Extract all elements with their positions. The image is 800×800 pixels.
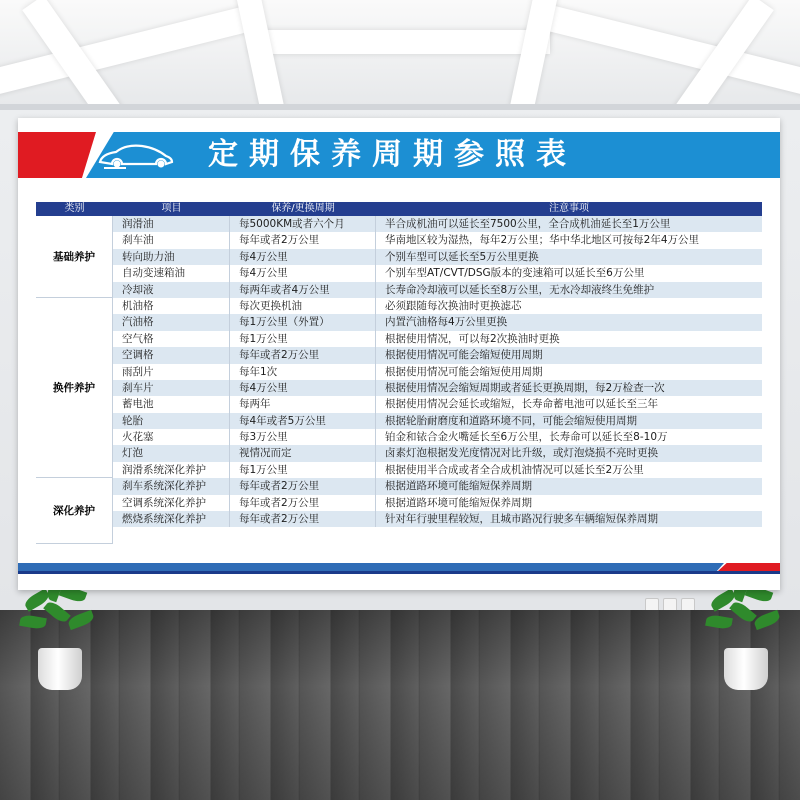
table-row	[36, 347, 762, 363]
item-cell: 冷却液	[113, 282, 230, 298]
note-cell: 根据轮胎耐磨度和道路环境不同，可能会缩短使用周期	[385, 414, 637, 427]
item-cell: 空调系统深化养护	[113, 495, 230, 511]
table-row	[36, 413, 762, 429]
cycle-cell: 每1万公里	[230, 462, 376, 478]
board-title: 定期保养周期参照表	[208, 137, 577, 172]
item-cell: 火花塞	[113, 429, 230, 445]
note-cell: 根据使用情况会延长或缩短，长寿命蓄电池可以延长至三年	[385, 398, 658, 411]
cycle-cell: 每两年	[230, 396, 376, 412]
cycle-cell: 每次更换机油	[230, 298, 376, 314]
ceiling-beam	[506, 0, 559, 110]
item-cell: 轮胎	[113, 413, 230, 429]
item-cell: 汽油格	[113, 314, 230, 330]
cycle-cell: 每4万公里	[230, 249, 376, 265]
header-item: 项目	[161, 203, 182, 214]
cycle-cell: 每4万公里	[230, 380, 376, 396]
table-row	[36, 314, 762, 330]
table-row	[36, 495, 762, 511]
ceiling-beam	[236, 0, 289, 110]
table-row	[36, 462, 762, 478]
note-cell: 内置汽油格每4万公里更换	[385, 316, 508, 329]
table-row	[36, 511, 762, 527]
note-cell: 根据使用半合成或者全合成机油情况可以延长至2万公里	[385, 463, 644, 476]
ceiling	[0, 0, 800, 110]
note-cell: 根据道路环境可能缩短保养周期	[385, 496, 532, 509]
note-cell: 根据道路环境可能缩短保养周期	[385, 480, 532, 493]
table-row	[36, 429, 762, 445]
flower-pot	[38, 648, 82, 690]
note-cell: 根据使用情况，可以每2次换油时更换	[385, 332, 560, 345]
item-cell: 润滑油	[113, 216, 230, 232]
item-cell: 转向助力油	[113, 249, 230, 265]
note-cell: 根据使用情况可能会缩短使用周期	[385, 365, 543, 378]
table-row	[36, 232, 762, 248]
table-row	[36, 249, 762, 265]
category-label: 深化养护	[36, 478, 113, 544]
note-cell: 华南地区较为湿热，每年2万公里；华中华北地区可按每2年4万公里	[385, 234, 700, 247]
cycle-cell: 每1万公里（外置）	[230, 314, 376, 330]
cycle-cell: 每3万公里	[230, 429, 376, 445]
cycle-cell: 每5000KM或者六个月	[230, 216, 376, 232]
bottom-red-stripe	[718, 563, 780, 571]
cycle-cell: 每4万公里	[230, 265, 376, 281]
leaf-icon	[67, 610, 96, 630]
category-label: 基础养护	[36, 216, 113, 298]
item-cell: 燃烧系统深化养护	[113, 511, 230, 527]
item-cell: 灯泡	[113, 445, 230, 461]
note-cell: 个别车型AT/CVT/DSG版本的变速箱可以延长至6万公里	[385, 267, 645, 280]
car-wrench-icon	[96, 142, 176, 170]
leaf-icon	[43, 599, 71, 625]
red-accent-tab	[18, 132, 96, 178]
cycle-cell: 每1万公里	[230, 331, 376, 347]
header-cycle: 保养/更换周期	[271, 203, 335, 214]
cycle-cell: 每4年或者5万公里	[230, 413, 376, 429]
note-cell: 根据使用情况会缩短周期或者延长更换周期，每2万检查一次	[385, 381, 665, 394]
item-cell: 刹车系统深化养护	[113, 478, 230, 494]
table-header	[36, 202, 762, 216]
table-body	[36, 216, 762, 527]
table-row	[36, 282, 762, 298]
note-cell: 必须跟随每次换油时更换滤芯	[385, 299, 522, 312]
note-cell: 铂金和铱合金火嘴延长至6万公里，长寿命可以延长至8-10万	[385, 431, 668, 444]
cycle-cell: 每年或者2万公里	[230, 495, 376, 511]
cycle-cell: 每年或者2万公里	[230, 511, 376, 527]
table-row	[36, 331, 762, 347]
leaf-icon	[19, 614, 47, 630]
item-cell: 自动变速箱油	[113, 265, 230, 281]
cycle-cell: 每年1次	[230, 364, 376, 380]
item-cell: 机油格	[113, 298, 230, 314]
cycle-cell: 每年或者2万公里	[230, 347, 376, 363]
header-notes: 注意事项	[549, 203, 589, 214]
maintenance-table	[36, 202, 762, 527]
flower-pot	[724, 648, 768, 690]
cycle-cell: 视情况而定	[230, 445, 376, 461]
table-row	[36, 478, 762, 494]
potted-plant-left	[20, 580, 100, 690]
leaf-icon	[729, 599, 757, 625]
note-cell: 个别车型可以延长至5万公里更换	[385, 250, 539, 263]
category-label: 换件养护	[36, 298, 113, 478]
bottom-navy-stripe	[18, 571, 780, 574]
table-row	[36, 216, 762, 232]
item-cell: 雨刮片	[113, 364, 230, 380]
table-row	[36, 445, 762, 461]
note-cell: 长寿命冷却液可以延长至8万公里，无水冷却液终生免维护	[385, 283, 655, 296]
maintenance-board	[18, 118, 780, 590]
item-cell: 蓄电池	[113, 396, 230, 412]
note-cell: 针对年行驶里程较短，且城市路况行驶多车辆缩短保养周期	[385, 513, 658, 526]
bottom-blue-stripe	[18, 563, 724, 571]
table-row	[36, 364, 762, 380]
table-row	[36, 298, 762, 314]
item-cell: 刹车片	[113, 380, 230, 396]
item-cell: 空调格	[113, 347, 230, 363]
item-cell: 空气格	[113, 331, 230, 347]
leaf-icon	[705, 614, 733, 630]
item-cell: 刹车油	[113, 232, 230, 248]
item-cell: 润滑系统深化养护	[113, 462, 230, 478]
wood-floor	[0, 610, 800, 800]
header-category: 类别	[64, 203, 85, 214]
leaf-icon	[753, 610, 782, 630]
ceiling-beam	[250, 30, 550, 54]
note-cell: 根据使用情况可能会缩短使用周期	[385, 349, 543, 362]
note-cell: 半合成机油可以延长至7500公里，全合成机油延长至1万公里	[385, 218, 671, 230]
cycle-cell: 每两年或者4万公里	[230, 282, 376, 298]
cycle-cell: 每年或者2万公里	[230, 478, 376, 494]
table-row	[36, 265, 762, 281]
table-row	[36, 380, 762, 396]
cycle-cell: 每年或者2万公里	[230, 232, 376, 248]
note-cell: 卤素灯泡根据发光度情况对比升级，或灯泡烧损不亮时更换	[385, 447, 658, 460]
table-row	[36, 396, 762, 412]
potted-plant-right	[706, 580, 786, 690]
